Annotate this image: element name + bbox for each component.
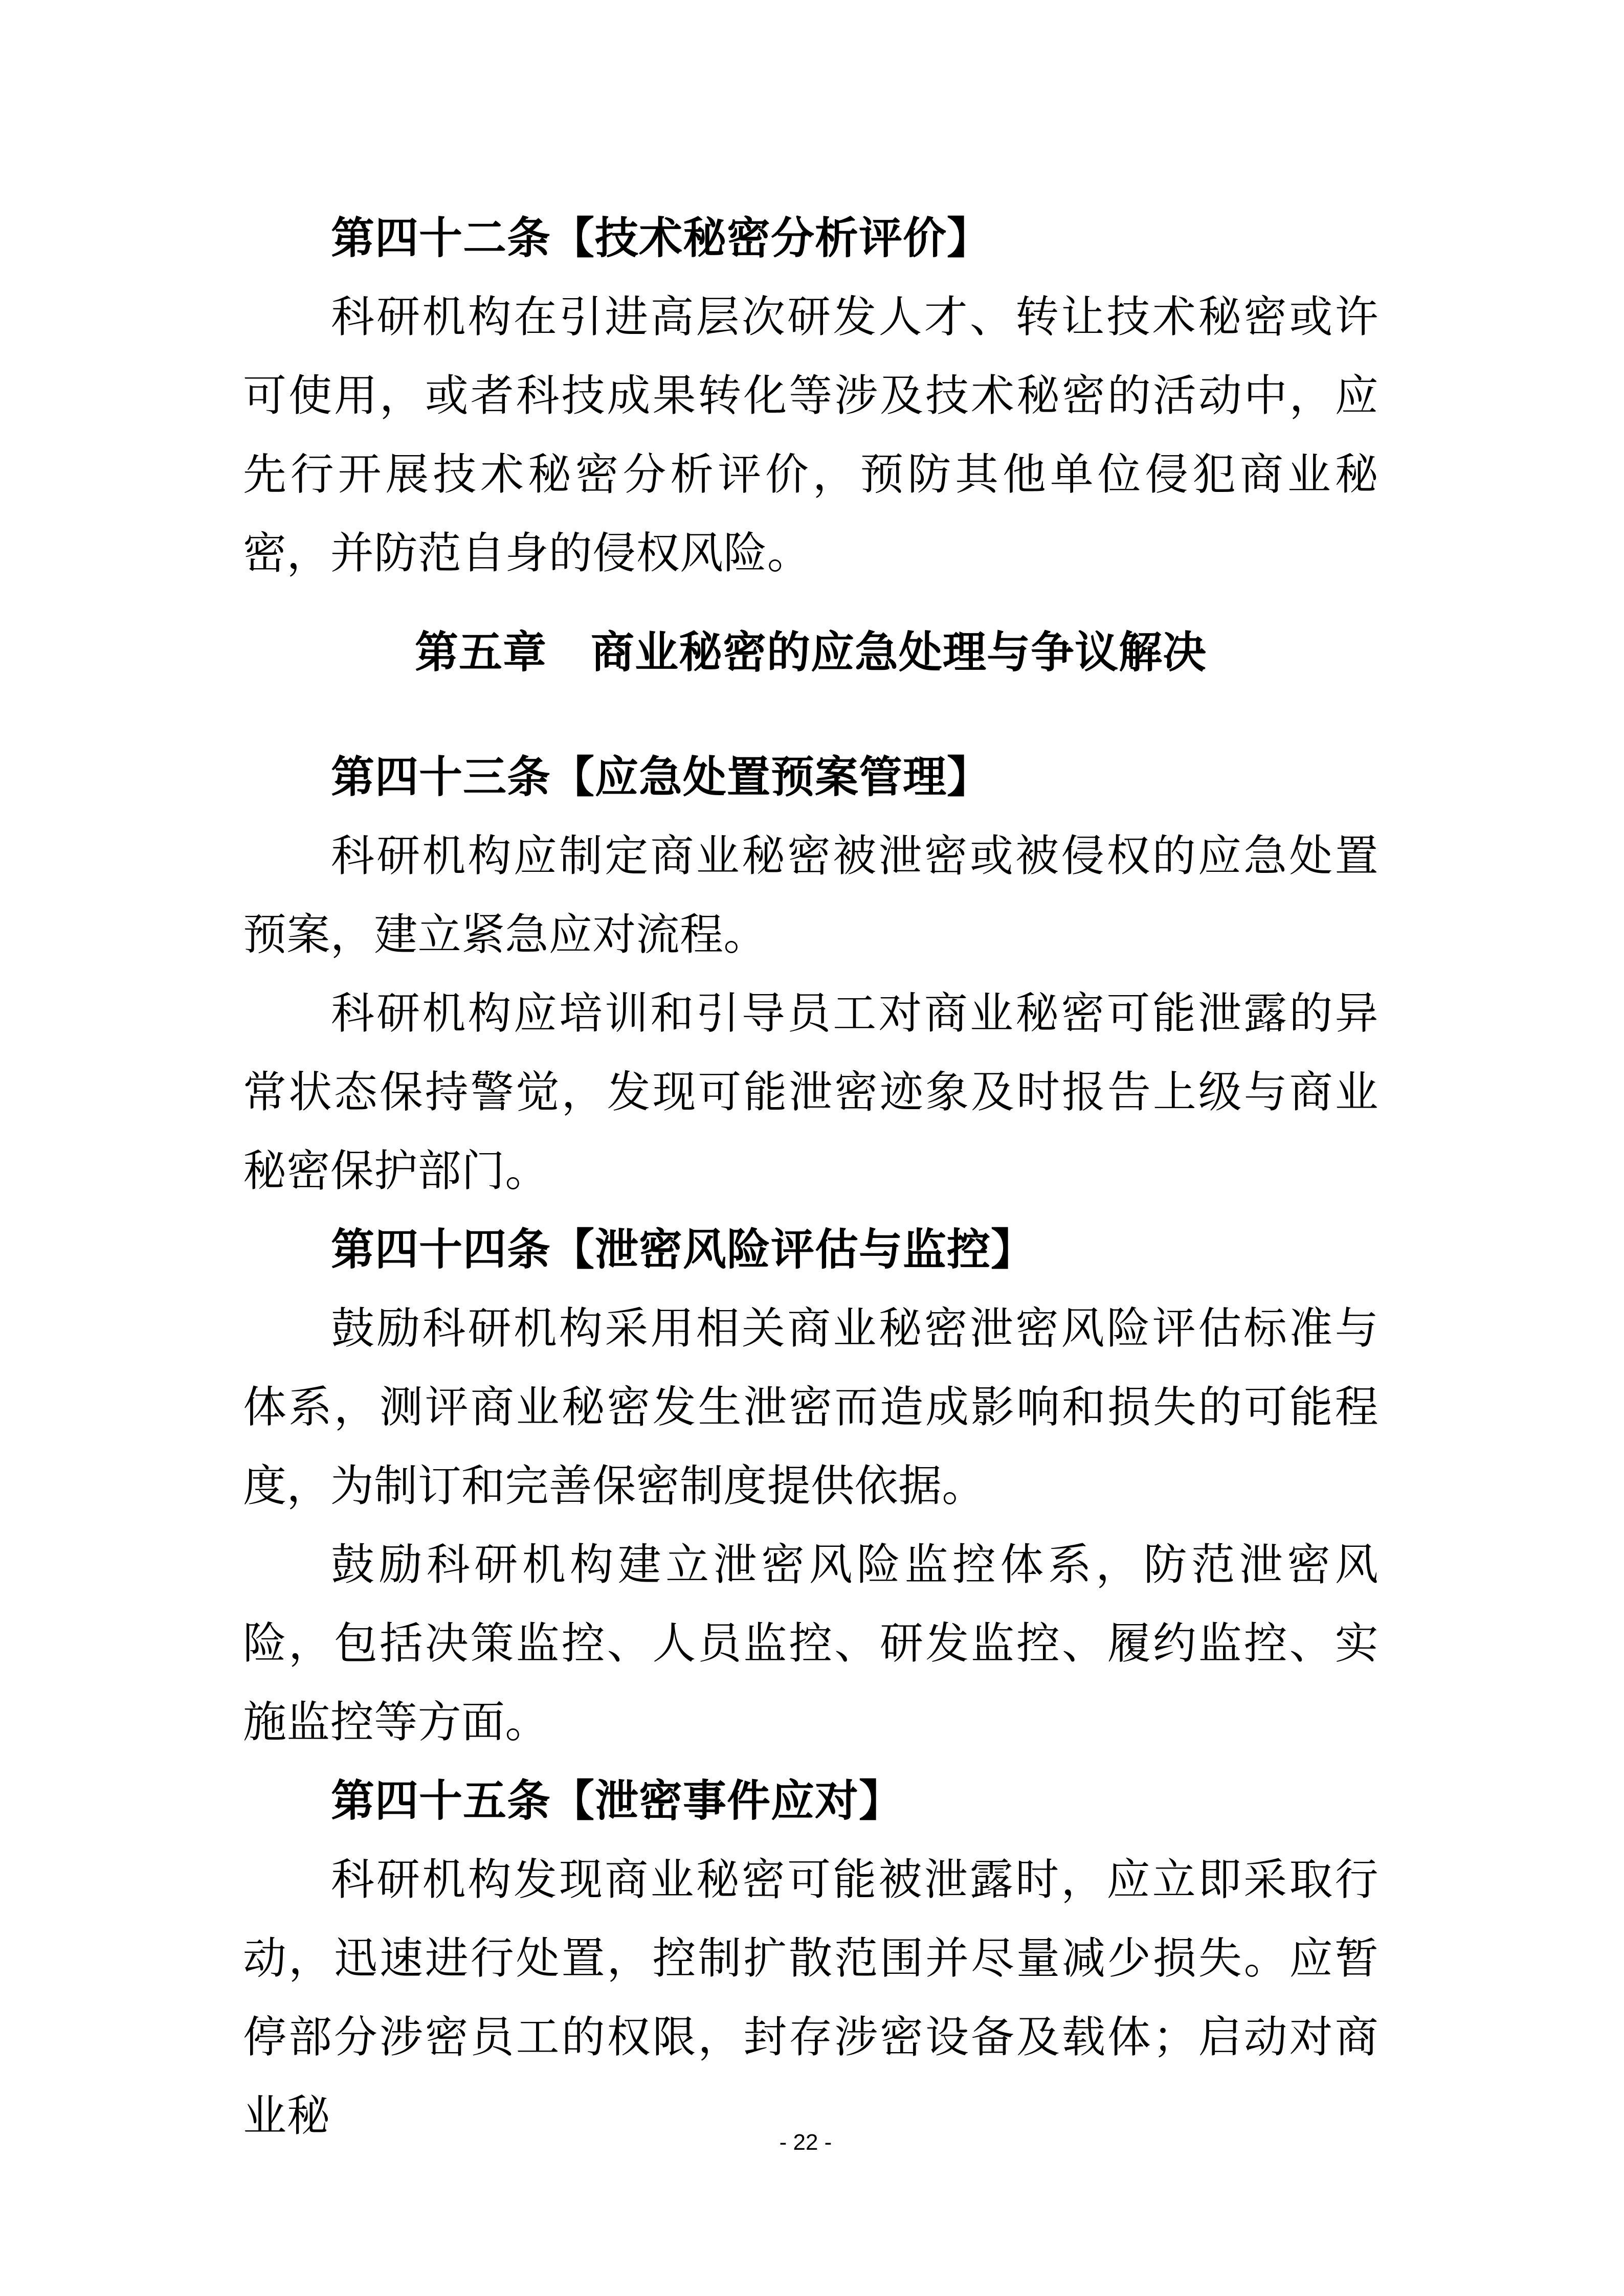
- document-body: [243, 199, 1378, 2156]
- article-45-paragraph-1: 科研机构发现商业秘密可能被泄露时，应立即采取行动，迅速进行处置，控制扩散范围并尽量减少损失。应暂停部分涉密员工的权限，封存涉密设备及载体；启动对商业秘: [243, 1856, 1378, 2141]
- article-44-paragraph-1: 鼓励科研机构采用相关商业秘密泄密风险评估标准与体系，测评商业秘密发生泄密而造成影响和损失的可能程度，为制订和完善保密制度提供依据。: [243, 1305, 1378, 1511]
- chapter-5-heading: 第五章 商业秘密的应急处理与争议解决: [414, 629, 1207, 677]
- article-43-paragraph-2: 科研机构应培训和引导员工对商业秘密可能泄露的异常状态保持警觉，发现可能泄密迹象及时报告上级与商业秘密保护部门。: [243, 990, 1378, 1196]
- article-43-paragraph-1: 科研机构应制定商业秘密被泄密或被侵权的应急处置预案，建立紧急应对流程。: [243, 832, 1378, 959]
- article-43-heading: 第四十三条【应急处置预案管理】: [331, 754, 991, 802]
- article-42-paragraph: 科研机构在引进高层次研发人才、转让技术秘密或许可使用，或者科技成果转化等涉及技术秘密的活动中，应先行开展技术秘密分析评价，预防其他单位侵犯商业秘密，并防范自身的侵权风险。: [243, 294, 1378, 578]
- article-44-paragraph-2: 鼓励科研机构建立泄密风险监控体系，防范泄密风险，包括决策监控、人员监控、研发监控、履约监控、实施监控等方面。: [243, 1541, 1378, 1747]
- page-number: - 22 -: [779, 2130, 832, 2155]
- article-44-heading: 第四十四条【泄密风险评估与监控】: [331, 1226, 1035, 1274]
- article-45-heading: 第四十五条【泄密事件应对】: [331, 1777, 903, 1826]
- article-42-heading: 第四十二条【技术秘密分析评价】: [331, 215, 991, 263]
